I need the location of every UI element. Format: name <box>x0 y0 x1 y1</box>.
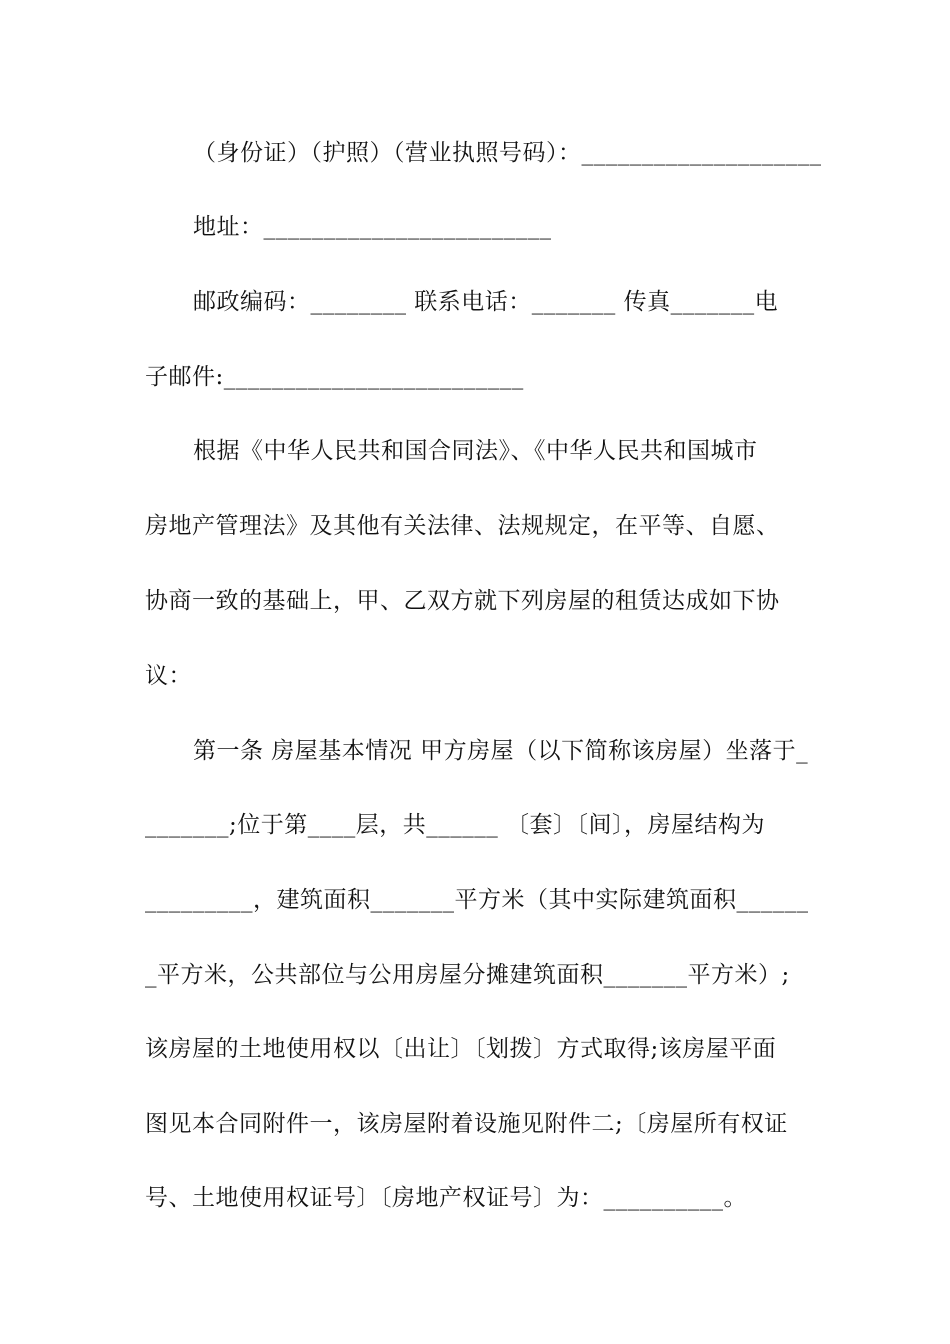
article-one-line-2: _______;位于第____层，共______ 〔套〕〔间〕，房屋结构为 <box>145 812 766 838</box>
address-line: 地址：________________________ <box>193 214 552 240</box>
article-one-line-3: _________，建筑面积_______平方米（其中实际建筑面积______ <box>145 887 809 913</box>
contact-line: 邮政编码：________ 联系电话：_______ 传真_______电 <box>193 289 779 315</box>
article-one-line-6: 图见本合同附件一，该房屋附着设施见附件二;〔房屋所有权证 <box>145 1111 788 1137</box>
article-one-line-5: 该房屋的土地使用权以〔出让〕〔划拨〕方式取得;该房屋平面 <box>145 1036 777 1062</box>
email-line: 子邮件:_________________________ <box>145 364 524 390</box>
article-one-line-1: 第一条 房屋基本情况 甲方房屋（以下简称该房屋）坐落于_ <box>193 738 809 764</box>
article-one-line-4: _平方米，公共部位与公用房屋分摊建筑面积_______平方米）; <box>145 962 790 988</box>
preamble-line-3: 协商一致的基础上，甲、乙双方就下列房屋的租赁达成如下协 <box>145 588 780 614</box>
preamble-line-2: 房地产管理法》及其他有关法律、法规规定，在平等、自愿、 <box>145 513 780 539</box>
article-one-line-7: 号、土地使用权证号〕〔房地产权证号〕为：__________。 <box>145 1185 747 1211</box>
preamble-line-4: 议： <box>145 663 192 689</box>
id-number-line: （身份证）（护照）（营业执照号码）：____________________ <box>193 140 822 166</box>
preamble-line-1: 根据《中华人民共和国合同法》、《中华人民共和国城市 <box>193 438 758 464</box>
